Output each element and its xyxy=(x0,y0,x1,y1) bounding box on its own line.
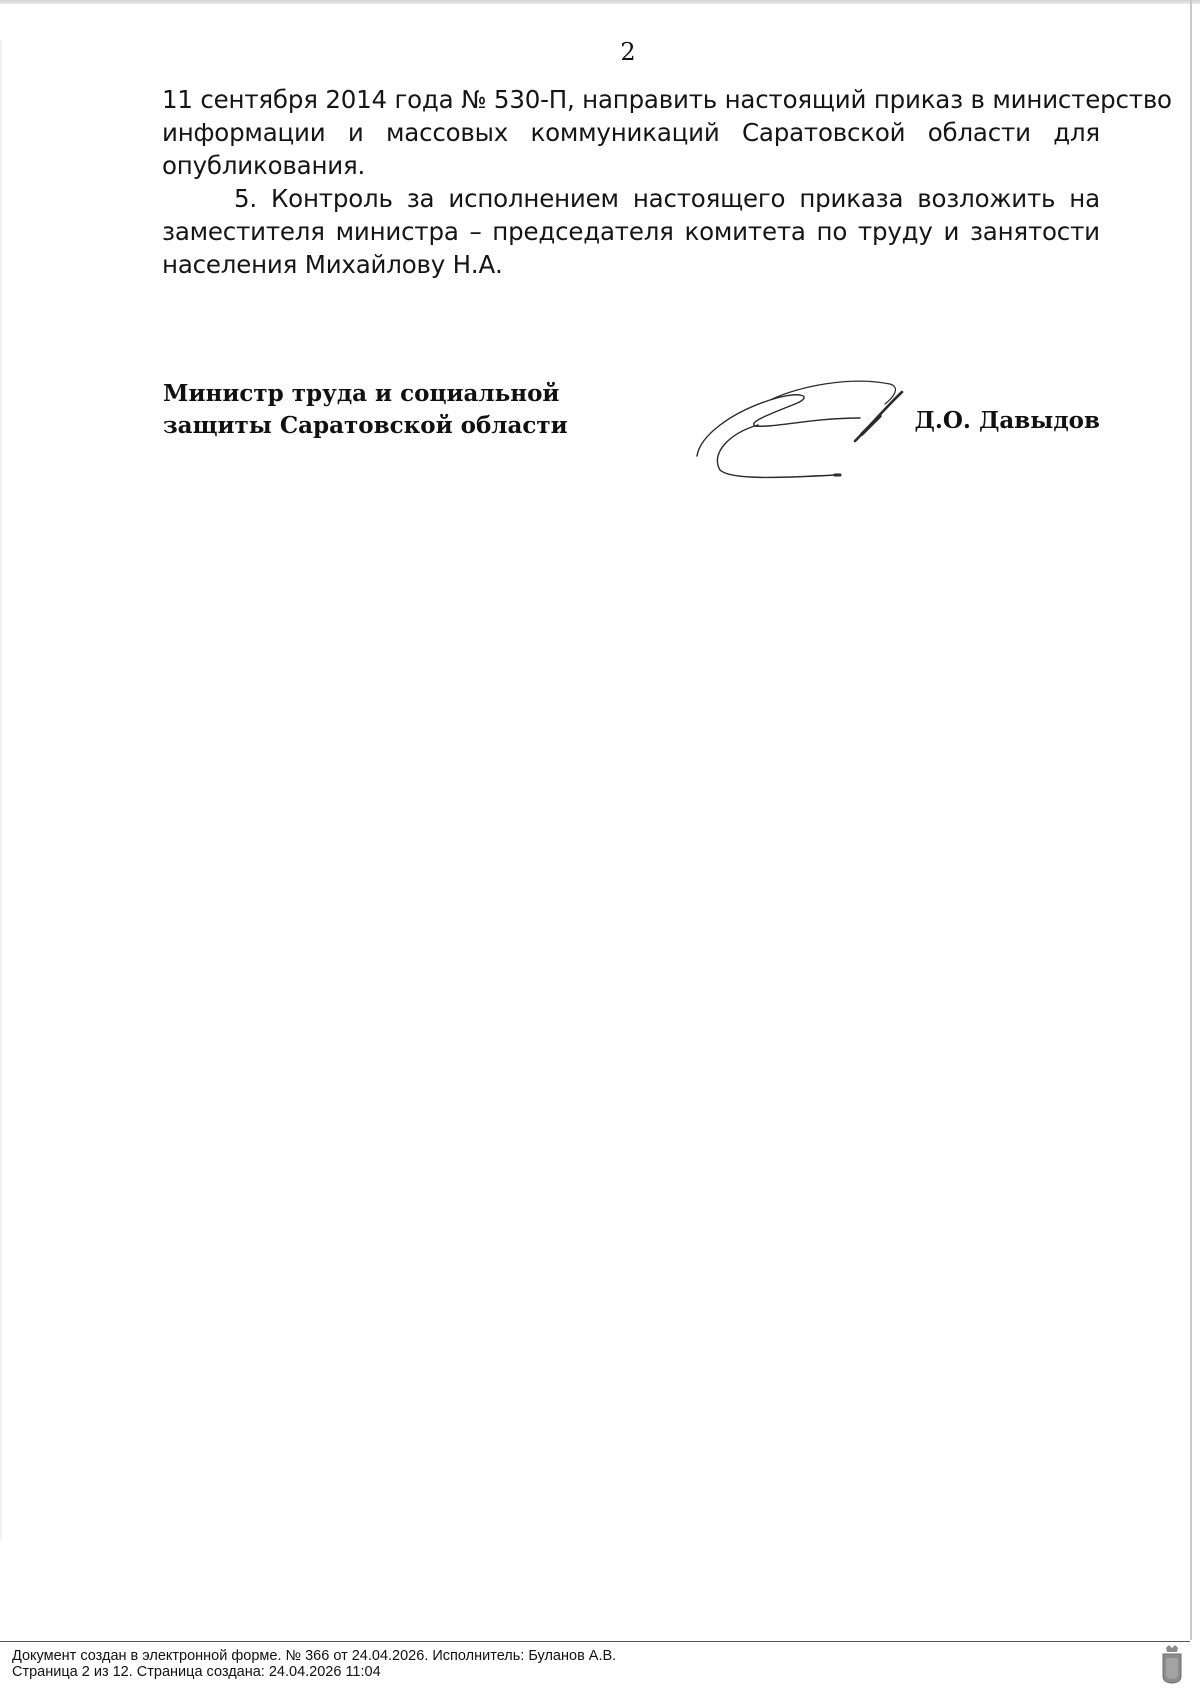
word: министра xyxy=(335,217,459,246)
paragraph-line xyxy=(162,182,1100,215)
word: 5. xyxy=(234,184,257,213)
paragraph-control xyxy=(162,182,1100,281)
word: и xyxy=(943,217,960,246)
word: массовых xyxy=(385,118,509,147)
paragraph-line: 11 сентября 2014 года № 530-П, направить настоящий приказ в министерство xyxy=(162,85,1172,114)
word: председателя xyxy=(492,217,674,246)
paragraph-line xyxy=(162,215,1100,248)
word: комитета xyxy=(684,217,806,246)
scan-right-edge xyxy=(1190,0,1192,1640)
coat-of-arms-icon xyxy=(1160,1644,1184,1684)
word: для xyxy=(1053,118,1100,147)
word: Саратовской xyxy=(742,118,906,147)
word: информации xyxy=(162,118,326,147)
handwritten-signature xyxy=(690,378,930,483)
word: на xyxy=(1069,184,1100,213)
word: по xyxy=(816,217,848,246)
footer-line: Документ создан в электронной форме. № 366 от 24.04.2026. Исполнитель: Буланов А.В. xyxy=(12,1648,617,1664)
paragraph-line xyxy=(162,116,1100,149)
word: настоящего xyxy=(632,184,786,213)
word: и xyxy=(347,118,364,147)
paragraph-line: опубликования. xyxy=(162,151,366,180)
word: – xyxy=(469,217,482,246)
word: коммуникаций xyxy=(530,118,720,147)
footer-divider xyxy=(0,1641,1190,1642)
word: занятости xyxy=(969,217,1100,246)
word: области xyxy=(927,118,1031,147)
page-number: 2 xyxy=(620,38,636,66)
signer-title-line: защиты Саратовской области xyxy=(163,412,568,439)
signer-name: Д.О. Давыдов xyxy=(914,407,1100,434)
footer-line: Страница 2 из 12. Страница создана: 24.04.2026 11:04 xyxy=(12,1664,381,1680)
document-footer xyxy=(12,1648,616,1680)
signer-title-line: Министр труда и социальной xyxy=(163,380,560,407)
paragraph-publication xyxy=(162,83,1172,182)
word: возложить xyxy=(917,184,1056,213)
scan-left-edge xyxy=(0,40,2,1540)
word: за xyxy=(406,184,435,213)
scan-top-edge xyxy=(0,0,1200,4)
word: исполнением xyxy=(448,184,619,213)
word: приказа xyxy=(799,184,904,213)
paragraph-line: населения Михайлову Н.А. xyxy=(162,250,503,279)
word: Контроль xyxy=(270,184,393,213)
word: заместителя xyxy=(162,217,325,246)
signer-title xyxy=(163,378,568,442)
word: труду xyxy=(857,217,933,246)
